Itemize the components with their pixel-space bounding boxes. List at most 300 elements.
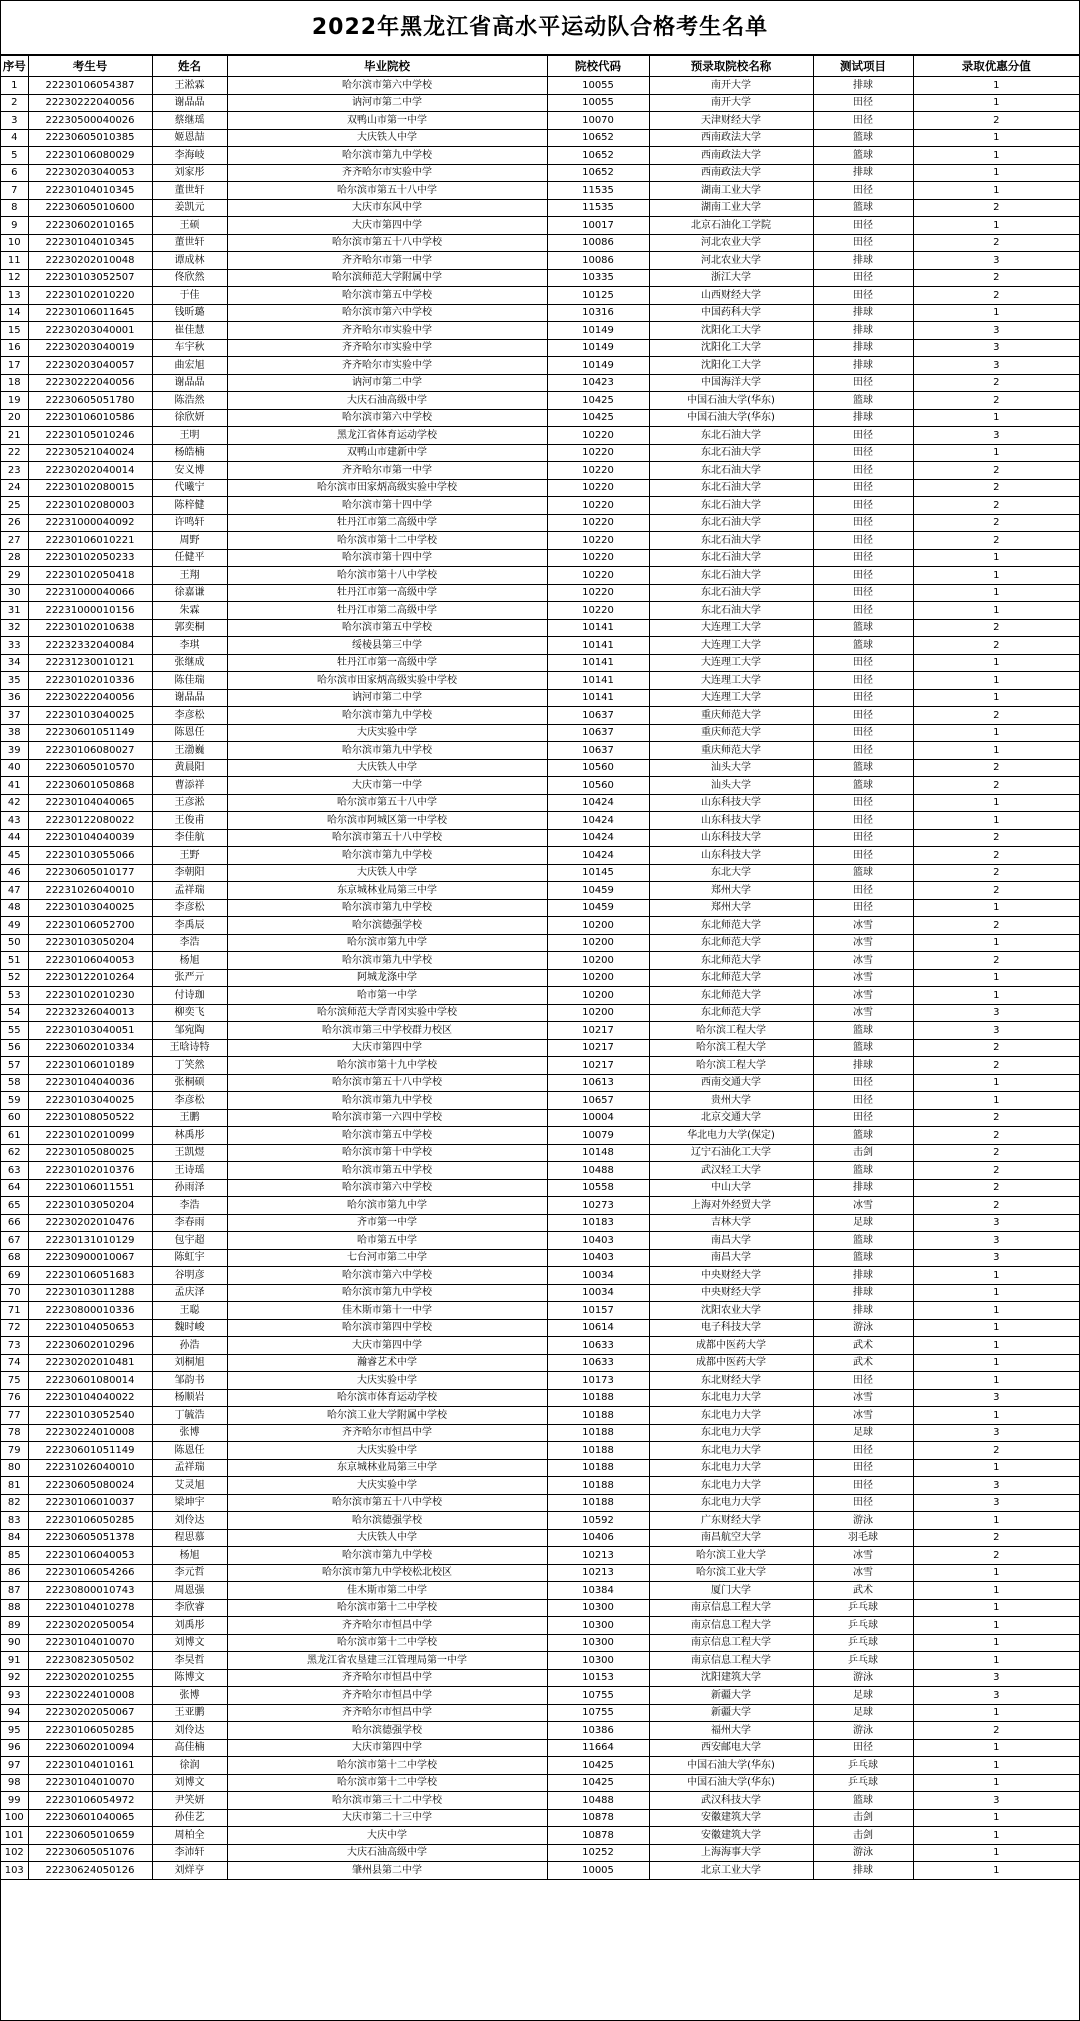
cell-name: 丁笑然: [152, 1057, 227, 1075]
cell-code: 10335: [547, 269, 649, 287]
cell-seq: 20: [1, 409, 28, 427]
table-row: [1, 269, 1079, 287]
table-row: [1, 1739, 1079, 1757]
cell-bonus: 2: [913, 1109, 1079, 1127]
cell-code: 10878: [547, 1827, 649, 1845]
cell-name: 程思慕: [152, 1529, 227, 1547]
cell-event: 田径: [813, 742, 913, 760]
cell-seq: 56: [1, 1039, 28, 1057]
cell-university: 东北师范大学: [649, 952, 813, 970]
cell-exam-no: 22231230010121: [28, 654, 152, 672]
table-row: [1, 234, 1079, 252]
cell-code: 10423: [547, 374, 649, 392]
cell-university: 重庆师范大学: [649, 724, 813, 742]
cell-event: 田径: [813, 234, 913, 252]
table-row: [1, 1022, 1079, 1040]
cell-school: 大庆市第四中学: [227, 1039, 547, 1057]
table-row: [1, 1424, 1079, 1442]
cell-code: 10220: [547, 427, 649, 445]
table-row: [1, 724, 1079, 742]
cell-seq: 41: [1, 777, 28, 795]
cell-code: 10200: [547, 969, 649, 987]
cell-bonus: 1: [913, 1302, 1079, 1320]
cell-exam-no: 22230103040025: [28, 899, 152, 917]
cell-seq: 47: [1, 882, 28, 900]
cell-bonus: 1: [913, 1074, 1079, 1092]
cell-bonus: 1: [913, 444, 1079, 462]
cell-event: 排球: [813, 1284, 913, 1302]
cell-code: 10188: [547, 1424, 649, 1442]
cell-school: 哈市第五中学: [227, 1232, 547, 1250]
cell-school: 齐齐哈尔市实验中学: [227, 322, 547, 340]
cell-name: 孙雨泽: [152, 1179, 227, 1197]
cell-event: 游泳: [813, 1722, 913, 1740]
cell-university: 福州大学: [649, 1722, 813, 1740]
cell-school: 哈尔滨德强学校: [227, 917, 547, 935]
cell-code: 10633: [547, 1354, 649, 1372]
table-row: [1, 1599, 1079, 1617]
column-header-bonus: 录取优惠分值: [913, 56, 1079, 77]
cell-exam-no: 22230104040036: [28, 1074, 152, 1092]
cell-bonus: 3: [913, 357, 1079, 375]
cell-bonus: 3: [913, 1477, 1079, 1495]
cell-event: 游泳: [813, 1669, 913, 1687]
cell-code: 10188: [547, 1494, 649, 1512]
cell-name: 孙佳艺: [152, 1809, 227, 1827]
cell-exam-no: 22230203040001: [28, 322, 152, 340]
table-row: [1, 1162, 1079, 1180]
cell-school: 七台河市第二中学: [227, 1249, 547, 1267]
cell-school: 双鸭山市第一中学: [227, 112, 547, 130]
cell-university: 汕头大学: [649, 759, 813, 777]
cell-exam-no: 22230601080014: [28, 1372, 152, 1390]
cell-exam-no: 22230103055066: [28, 847, 152, 865]
cell-event: 田径: [813, 532, 913, 550]
cell-university: 东北大学: [649, 864, 813, 882]
cell-event: 排球: [813, 357, 913, 375]
cell-bonus: 1: [913, 1372, 1079, 1390]
cell-code: 10173: [547, 1372, 649, 1390]
cell-school: 哈尔滨德强学校: [227, 1512, 547, 1530]
cell-event: 田径: [813, 514, 913, 532]
cell-seq: 13: [1, 287, 28, 305]
cell-name: 李彦松: [152, 899, 227, 917]
cell-event: 篮球: [813, 1249, 913, 1267]
cell-name: 车宇秋: [152, 339, 227, 357]
cell-university: 南昌航空大学: [649, 1529, 813, 1547]
cell-code: 10188: [547, 1442, 649, 1460]
cell-seq: 6: [1, 164, 28, 182]
table-row: [1, 1092, 1079, 1110]
cell-school: 大庆铁人中学: [227, 759, 547, 777]
cell-seq: 72: [1, 1319, 28, 1337]
table-row: [1, 182, 1079, 200]
cell-seq: 61: [1, 1127, 28, 1145]
cell-bonus: 2: [913, 707, 1079, 725]
cell-exam-no: 22230106011551: [28, 1179, 152, 1197]
cell-bonus: 2: [913, 462, 1079, 480]
cell-event: 田径: [813, 1459, 913, 1477]
cell-university: 西南政法大学: [649, 147, 813, 165]
cell-code: 10004: [547, 1109, 649, 1127]
cell-school: 大庆市第四中学: [227, 217, 547, 235]
cell-name: 曲宏旭: [152, 357, 227, 375]
cell-bonus: 2: [913, 759, 1079, 777]
table-row: [1, 549, 1079, 567]
cell-school: 大庆铁人中学: [227, 864, 547, 882]
cell-bonus: 1: [913, 934, 1079, 952]
cell-code: 10157: [547, 1302, 649, 1320]
cell-university: 河北农业大学: [649, 234, 813, 252]
cell-school: 哈尔滨市第九中学校: [227, 742, 547, 760]
cell-seq: 14: [1, 304, 28, 322]
cell-code: 10488: [547, 1792, 649, 1810]
cell-seq: 55: [1, 1022, 28, 1040]
cell-school: 瀚睿艺术中学: [227, 1354, 547, 1372]
cell-event: 羽毛球: [813, 1529, 913, 1547]
cell-code: 10637: [547, 707, 649, 725]
cell-name: 姜凯元: [152, 199, 227, 217]
cell-seq: 86: [1, 1564, 28, 1582]
cell-university: 东北师范大学: [649, 987, 813, 1005]
cell-seq: 77: [1, 1407, 28, 1425]
cell-event: 排球: [813, 1302, 913, 1320]
cell-event: 排球: [813, 77, 913, 95]
cell-seq: 52: [1, 969, 28, 987]
cell-school: 哈尔滨市第六中学校: [227, 1179, 547, 1197]
cell-code: 10220: [547, 444, 649, 462]
cell-school: 哈尔滨市第一六四中学校: [227, 1109, 547, 1127]
cell-university: 沈阳化工大学: [649, 357, 813, 375]
cell-bonus: 1: [913, 1459, 1079, 1477]
cell-event: 田径: [813, 1739, 913, 1757]
cell-university: 大连理工大学: [649, 654, 813, 672]
cell-event: 乒乓球: [813, 1617, 913, 1635]
cell-name: 李琪: [152, 637, 227, 655]
cell-bonus: 3: [913, 339, 1079, 357]
cell-university: 郑州大学: [649, 899, 813, 917]
cell-university: 沈阳化工大学: [649, 339, 813, 357]
cell-bonus: 2: [913, 619, 1079, 637]
table-row: [1, 829, 1079, 847]
cell-seq: 25: [1, 497, 28, 515]
cell-school: 讷河市第二中学: [227, 374, 547, 392]
cell-bonus: 2: [913, 1529, 1079, 1547]
table-row: [1, 864, 1079, 882]
cell-code: 10217: [547, 1039, 649, 1057]
cell-event: 田径: [813, 269, 913, 287]
cell-bonus: 2: [913, 1144, 1079, 1162]
cell-exam-no: 22230202010476: [28, 1214, 152, 1232]
cell-exam-no: 22232332040084: [28, 637, 152, 655]
cell-school: 哈尔滨市第十二中学校: [227, 1757, 547, 1775]
cell-event: 田径: [813, 112, 913, 130]
cell-bonus: 3: [913, 252, 1079, 270]
cell-code: 10213: [547, 1564, 649, 1582]
cell-university: 东北石油大学: [649, 584, 813, 602]
table-row: [1, 934, 1079, 952]
cell-university: 中央财经大学: [649, 1267, 813, 1285]
cell-university: 汕头大学: [649, 777, 813, 795]
table-row: [1, 339, 1079, 357]
cell-code: 10652: [547, 164, 649, 182]
cell-exam-no: 22230605010600: [28, 199, 152, 217]
cell-bonus: 1: [913, 1862, 1079, 1880]
cell-event: 冰雪: [813, 1197, 913, 1215]
cell-code: 10657: [547, 1092, 649, 1110]
cell-seq: 7: [1, 182, 28, 200]
cell-university: 中央财经大学: [649, 1284, 813, 1302]
cell-bonus: 1: [913, 217, 1079, 235]
cell-school: 佳木斯市第二中学: [227, 1582, 547, 1600]
cell-seq: 22: [1, 444, 28, 462]
cell-name: 梁坤宇: [152, 1494, 227, 1512]
table-row: [1, 287, 1079, 305]
cell-exam-no: 22230131010129: [28, 1232, 152, 1250]
cell-name: 代曦宁: [152, 479, 227, 497]
cell-code: 10300: [547, 1652, 649, 1670]
cell-event: 武术: [813, 1354, 913, 1372]
cell-event: 击剑: [813, 1809, 913, 1827]
cell-bonus: 1: [913, 77, 1079, 95]
cell-bonus: 1: [913, 1617, 1079, 1635]
cell-exam-no: 22230106010221: [28, 532, 152, 550]
cell-bonus: 2: [913, 1127, 1079, 1145]
cell-event: 篮球: [813, 147, 913, 165]
table-row: [1, 1494, 1079, 1512]
cell-bonus: 1: [913, 1809, 1079, 1827]
table-row: [1, 917, 1079, 935]
cell-event: 冰雪: [813, 1389, 913, 1407]
cell-seq: 89: [1, 1617, 28, 1635]
cell-seq: 16: [1, 339, 28, 357]
cell-seq: 9: [1, 217, 28, 235]
cell-event: 田径: [813, 584, 913, 602]
cell-school: 齐齐哈尔市恒昌中学: [227, 1704, 547, 1722]
cell-code: 10086: [547, 252, 649, 270]
cell-event: 武术: [813, 1582, 913, 1600]
cell-university: 东北师范大学: [649, 969, 813, 987]
cell-name: 李佳航: [152, 829, 227, 847]
table-row: [1, 672, 1079, 690]
cell-event: 田径: [813, 1442, 913, 1460]
cell-name: 邹宛陶: [152, 1022, 227, 1040]
cell-name: 张严亓: [152, 969, 227, 987]
cell-event: 冰雪: [813, 987, 913, 1005]
cell-code: 10459: [547, 882, 649, 900]
cell-bonus: 2: [913, 497, 1079, 515]
cell-event: 乒乓球: [813, 1634, 913, 1652]
cell-university: 东北财经大学: [649, 1372, 813, 1390]
cell-name: 周恩强: [152, 1582, 227, 1600]
cell-bonus: 1: [913, 1827, 1079, 1845]
cell-name: 李彦松: [152, 1092, 227, 1110]
table-row: [1, 1529, 1079, 1547]
table-row: [1, 479, 1079, 497]
cell-exam-no: 22230800010743: [28, 1582, 152, 1600]
table-row: [1, 497, 1079, 515]
table-row: [1, 1827, 1079, 1845]
table-row: [1, 1039, 1079, 1057]
cell-code: 10488: [547, 1162, 649, 1180]
cell-university: 东北电力大学: [649, 1424, 813, 1442]
cell-event: 乒乓球: [813, 1757, 913, 1775]
cell-event: 乒乓球: [813, 1599, 913, 1617]
cell-code: 10079: [547, 1127, 649, 1145]
cell-event: 篮球: [813, 777, 913, 795]
cell-name: 杨旭: [152, 952, 227, 970]
cell-code: 10424: [547, 812, 649, 830]
cell-university: 东北电力大学: [649, 1442, 813, 1460]
cell-exam-no: 22230624050126: [28, 1862, 152, 1880]
cell-university: 安徽建筑大学: [649, 1809, 813, 1827]
cell-event: 冰雪: [813, 917, 913, 935]
cell-school: 双鸭山市建新中学: [227, 444, 547, 462]
cell-name: 姬恩喆: [152, 129, 227, 147]
cell-event: 足球: [813, 1424, 913, 1442]
table-row: [1, 602, 1079, 620]
cell-code: 10425: [547, 1774, 649, 1792]
cell-university: 电子科技大学: [649, 1319, 813, 1337]
cell-exam-no: 22230102050233: [28, 549, 152, 567]
table-row: [1, 637, 1079, 655]
cell-seq: 60: [1, 1109, 28, 1127]
cell-code: 10424: [547, 794, 649, 812]
cell-code: 10217: [547, 1057, 649, 1075]
cell-university: 南昌大学: [649, 1232, 813, 1250]
cell-event: 田径: [813, 479, 913, 497]
cell-name: 李浩: [152, 1197, 227, 1215]
cell-seq: 73: [1, 1337, 28, 1355]
cell-name: 陈佳瑞: [152, 672, 227, 690]
cell-bonus: 2: [913, 112, 1079, 130]
cell-school: 哈尔滨工业大学附属中学校: [227, 1407, 547, 1425]
table-row: [1, 427, 1079, 445]
cell-code: 10300: [547, 1617, 649, 1635]
cell-code: 10755: [547, 1687, 649, 1705]
cell-exam-no: 22230104010345: [28, 234, 152, 252]
cell-exam-no: 22230224010008: [28, 1687, 152, 1705]
cell-exam-no: 22230106010586: [28, 409, 152, 427]
table-row: [1, 532, 1079, 550]
cell-school: 东京城林业局第三中学: [227, 882, 547, 900]
cell-code: 10613: [547, 1074, 649, 1092]
cell-exam-no: 22230222040056: [28, 94, 152, 112]
cell-seq: 67: [1, 1232, 28, 1250]
cell-bonus: 2: [913, 864, 1079, 882]
cell-code: 10188: [547, 1407, 649, 1425]
cell-university: 哈尔滨工程大学: [649, 1039, 813, 1057]
cell-bonus: 1: [913, 129, 1079, 147]
cell-university: 新疆大学: [649, 1687, 813, 1705]
cell-bonus: 1: [913, 1092, 1079, 1110]
cell-school: 大庆实验中学: [227, 1442, 547, 1460]
cell-code: 10200: [547, 1004, 649, 1022]
cell-bonus: 2: [913, 829, 1079, 847]
cell-exam-no: 22230823050502: [28, 1652, 152, 1670]
cell-name: 周野: [152, 532, 227, 550]
cell-bonus: 1: [913, 1634, 1079, 1652]
cell-name: 徐润: [152, 1757, 227, 1775]
cell-bonus: 1: [913, 812, 1079, 830]
cell-event: 田径: [813, 707, 913, 725]
cell-school: 讷河市第二中学: [227, 94, 547, 112]
cell-bonus: 2: [913, 532, 1079, 550]
cell-exam-no: 22230104050653: [28, 1319, 152, 1337]
cell-school: 哈尔滨师范大学青冈实验中学校: [227, 1004, 547, 1022]
cell-school: 大庆铁人中学: [227, 129, 547, 147]
cell-code: 10145: [547, 864, 649, 882]
cell-seq: 71: [1, 1302, 28, 1320]
cell-university: 东北石油大学: [649, 567, 813, 585]
table-row: [1, 1564, 1079, 1582]
cell-seq: 101: [1, 1827, 28, 1845]
cell-code: 10220: [547, 532, 649, 550]
cell-seq: 88: [1, 1599, 28, 1617]
cell-university: 上海海事大学: [649, 1844, 813, 1862]
cell-name: 周柏全: [152, 1827, 227, 1845]
cell-exam-no: 22230224010008: [28, 1424, 152, 1442]
cell-code: 10403: [547, 1249, 649, 1267]
cell-school: 齐齐哈尔市恒昌中学: [227, 1687, 547, 1705]
cell-school: 哈尔滨市第九中学: [227, 934, 547, 952]
cell-bonus: 1: [913, 182, 1079, 200]
cell-name: 李春雨: [152, 1214, 227, 1232]
cell-school: 哈尔滨市第十四中学: [227, 497, 547, 515]
cell-event: 冰雪: [813, 969, 913, 987]
cell-exam-no: 22230605010177: [28, 864, 152, 882]
cell-school: 讷河市第二中学: [227, 689, 547, 707]
table-row: [1, 847, 1079, 865]
cell-school: 哈尔滨市第九中学校: [227, 1092, 547, 1110]
cell-code: 10153: [547, 1669, 649, 1687]
cell-school: 哈尔滨市第十二中学校: [227, 1634, 547, 1652]
cell-university: 安徽建筑大学: [649, 1827, 813, 1845]
cell-name: 张博: [152, 1424, 227, 1442]
table-row: [1, 1284, 1079, 1302]
cell-event: 乒乓球: [813, 1774, 913, 1792]
cell-bonus: 2: [913, 882, 1079, 900]
cell-exam-no: 22230601051149: [28, 724, 152, 742]
cell-bonus: 1: [913, 147, 1079, 165]
cell-code: 10125: [547, 287, 649, 305]
cell-university: 东北石油大学: [649, 602, 813, 620]
cell-seq: 11: [1, 252, 28, 270]
cell-school: 齐齐哈尔市第一中学: [227, 252, 547, 270]
cell-exam-no: 22230521040024: [28, 444, 152, 462]
cell-school: 齐齐哈尔市实验中学: [227, 357, 547, 375]
cell-seq: 84: [1, 1529, 28, 1547]
cell-bonus: 3: [913, 427, 1079, 445]
cell-exam-no: 22230102010638: [28, 619, 152, 637]
cell-school: 哈尔滨市第三中学校群力校区: [227, 1022, 547, 1040]
cell-seq: 63: [1, 1162, 28, 1180]
cell-name: 刘烊亨: [152, 1862, 227, 1880]
cell-bonus: 3: [913, 1249, 1079, 1267]
cell-school: 哈尔滨市第十二中学校: [227, 1774, 547, 1792]
cell-bonus: 1: [913, 724, 1079, 742]
cell-school: 大庆中学: [227, 1827, 547, 1845]
cell-school: 哈尔滨市第五十八中学校: [227, 829, 547, 847]
cell-bonus: 2: [913, 1162, 1079, 1180]
cell-name: 王翔: [152, 567, 227, 585]
table-row: [1, 1004, 1079, 1022]
cell-university: 北京石油化工学院: [649, 217, 813, 235]
cell-university: 南昌大学: [649, 1249, 813, 1267]
cell-university: 中国石油大学(华东): [649, 392, 813, 410]
cell-code: 10560: [547, 777, 649, 795]
table-row: [1, 1074, 1079, 1092]
